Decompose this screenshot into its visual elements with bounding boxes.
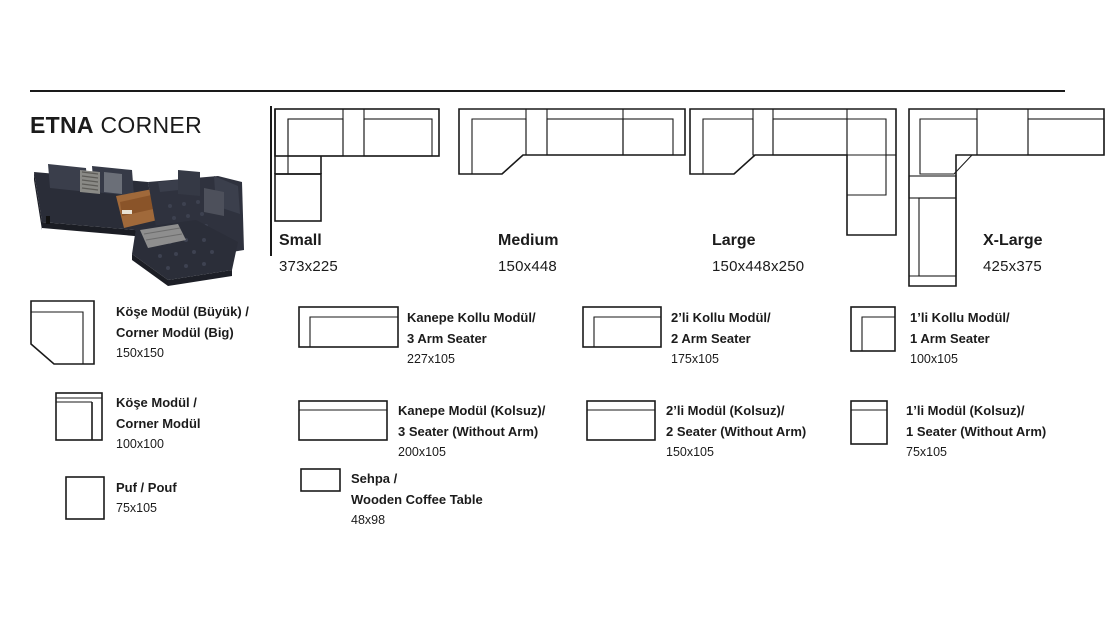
sofa-photo — [28, 158, 264, 288]
module-dims-corner-big: 150x150 — [116, 346, 164, 360]
module-title-2-seater: 2’li Modül (Kolsuz)/ 2 Seater (Without Arm) — [666, 403, 807, 439]
module-dims-3-arm-seater: 227x105 — [407, 352, 455, 366]
module-icon-corner — [55, 392, 105, 444]
product-name-light: CORNER — [100, 112, 202, 138]
config-dims-xlarge: 425x375 — [983, 258, 1042, 275]
module-dims-1-seater: 75x105 — [906, 445, 948, 459]
module-icon-pouf — [65, 476, 107, 522]
config-dims-medium: 150x448 — [498, 258, 557, 275]
module-dims-3-seater: 200x105 — [398, 445, 446, 459]
module-icon-1-seater — [850, 400, 890, 446]
module-title-corner-big: Köşe Modül (Büyük) / Corner Modül (Big) — [116, 304, 249, 340]
module-icon-3-seater — [298, 400, 390, 444]
config-dims-small: 373x225 — [279, 258, 338, 275]
module-icon-1-arm-seater — [850, 306, 898, 354]
module-title-corner: Köşe Modül / Corner Modül — [116, 395, 201, 431]
module-dims-2-arm-seater: 175x105 — [671, 352, 719, 366]
module-icon-2-seater — [586, 400, 658, 444]
module-title-3-arm-seater: Kanepe Kollu Modül/ 3 Arm Seater — [407, 310, 536, 346]
layout-small — [274, 108, 444, 224]
module-icon-coffee-table — [300, 468, 344, 494]
module-title-3-seater: Kanepe Modül (Kolsuz)/ 3 Seater (Without Arm) — [398, 403, 546, 439]
config-name-small: Small — [279, 232, 322, 249]
module-dims-coffee-table: 48x98 — [351, 513, 386, 527]
module-icon-corner-big — [30, 300, 100, 368]
config-name-xlarge: X-Large — [983, 232, 1043, 249]
module-title-pouf: Puf / Pouf — [116, 480, 177, 495]
module-icon-2-arm-seater — [582, 306, 664, 350]
module-title-2-arm-seater: 2’li Kollu Modül/ 2 Arm Seater — [671, 310, 771, 346]
module-icon-3-arm-seater — [298, 306, 402, 350]
layout-large — [689, 108, 901, 238]
module-title-1-seater: 1’li Modül (Kolsuz)/ 1 Seater (Without Arm) — [906, 403, 1047, 439]
config-dims-large: 150x448x250 — [712, 258, 805, 275]
product-name-bold: ETNA — [30, 112, 94, 138]
module-dims-2-seater: 150x105 — [666, 445, 714, 459]
module-dims-corner: 100x100 — [116, 437, 164, 451]
product-title — [30, 112, 202, 139]
top-divider — [30, 90, 1065, 92]
module-dims-pouf: 75x105 — [116, 501, 158, 515]
config-name-medium: Medium — [498, 232, 559, 249]
layout-medium — [458, 108, 690, 178]
config-name-large: Large — [712, 232, 756, 249]
module-title-1-arm-seater: 1’li Kollu Modül/ 1 Arm Seater — [910, 310, 1010, 346]
vertical-divider — [270, 106, 272, 256]
module-title-coffee-table: Sehpa / Wooden Coffee Table — [351, 471, 483, 507]
module-dims-1-arm-seater: 100x105 — [910, 352, 958, 366]
